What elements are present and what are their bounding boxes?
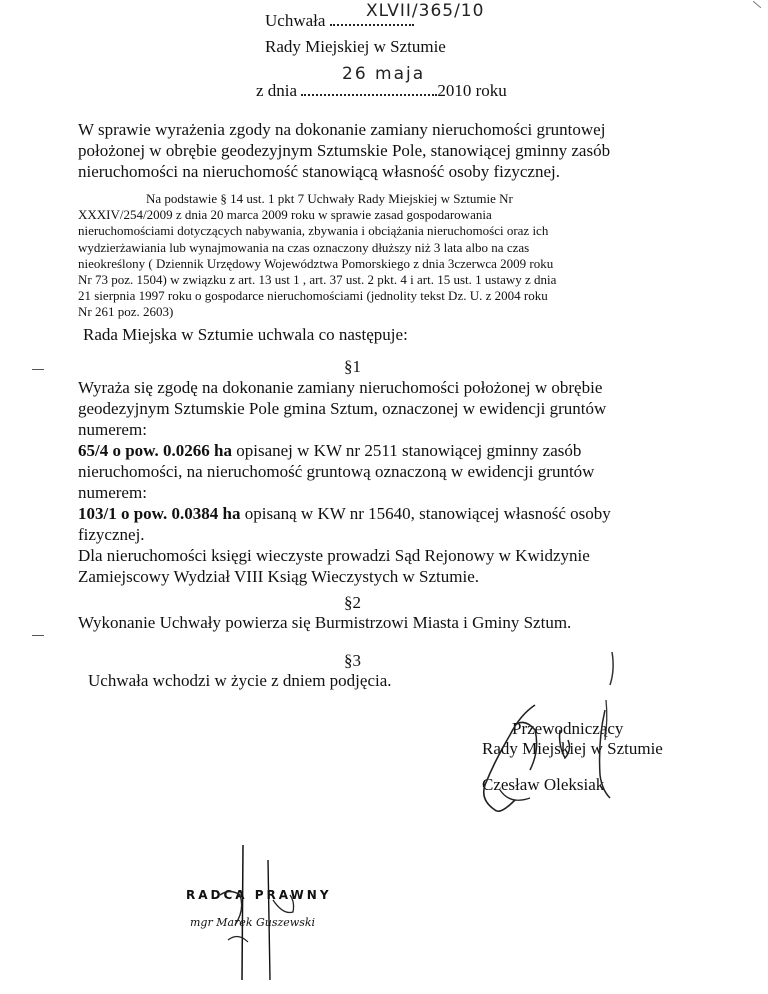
margin-mark	[32, 369, 44, 370]
section-3-text: Uchwała wchodzi w życie z dniem podjęcia.	[88, 671, 392, 690]
title-line: nieruchomości na nieruchomość stanowiącą własność osoby fizycznej.	[78, 162, 560, 181]
legal-advisor-signature-icon	[180, 840, 360, 980]
section-1-line: Wyraża się zgodę na dokonanie zamiany nieruchomości położonej w obrębie	[78, 378, 603, 397]
date-handwritten: 26 maja	[342, 64, 426, 84]
section-1-line: Dla nieruchomości księgi wieczyste prowadzi Sąd Rejonowy w Kwidzynie	[78, 546, 590, 565]
date-prefix: z dnia	[256, 81, 298, 100]
signature-title-1: Przewodniczący	[512, 719, 624, 738]
section-1-line: numerem:	[78, 483, 147, 502]
signature-name: Czesław Oleksiak	[482, 775, 605, 794]
section-3-heading: §3	[344, 651, 361, 670]
legal-basis-line: Na podstawie § 14 ust. 1 pkt 7 Uchwały Rady Miejskiej w Sztumie Nr	[146, 191, 513, 206]
legal-basis-line: nieruchomościami dotyczących nabywania, zbywania i obciążania nieruchomości oraz ich	[78, 223, 549, 239]
council-name: Rady Miejskiej w Sztumie	[265, 37, 446, 56]
signature-title-2: Rady Miejskiej w Sztumie	[482, 739, 663, 758]
section-1-heading: §1	[344, 357, 361, 376]
section-2-text: Wykonanie Uchwały powierza się Burmistrzowi Miasta i Gminy Sztum.	[78, 613, 572, 632]
section-1-line: numerem:	[78, 420, 147, 439]
date-year: 2010 roku	[437, 81, 507, 100]
resolution-label: Uchwała	[265, 11, 326, 30]
resolves-statement: Rada Miejska w Sztumie uchwala co następuje:	[83, 325, 408, 344]
parcel-2-line: 103/1 o pow. 0.0384 ha opisaną w KW nr 15640, stanowiącej własność osoby	[78, 504, 611, 523]
corner-mark	[753, 1, 761, 8]
stamp-line-2: mgr Marek Guszewski	[190, 916, 316, 929]
legal-basis-line: wydzierżawiania lub wynajmowania na czas oznaczony dłuższy niż 3 lata albo na czas	[78, 239, 530, 255]
legal-basis	[78, 191, 658, 321]
margin-mark	[32, 635, 44, 636]
title-line: W sprawie wyrażenia zgody na dokonanie zamiany nieruchomości gruntowej	[78, 120, 606, 139]
legal-basis-line: Nr 261 poz. 2603)	[78, 304, 174, 320]
parcel-2-id: 103/1 o pow. 0.0384 ha	[78, 504, 241, 523]
legal-basis-line: 21 sierpnia 1997 roku o gospodarce nieruchomościami (jednolity tekst Dz. U. z 2004 roku	[78, 288, 548, 304]
section-1-line: Zamiejscowy Wydział VIII Ksiąg Wieczystych w Sztumie.	[78, 567, 479, 586]
section-1-line: fizycznej.	[78, 525, 145, 544]
section-1-line: geodezyjnym Sztumskie Pole gmina Sztum, oznaczonej w ewidencji gruntów	[78, 399, 607, 418]
resolution-number-handwritten: XLVII/365/10	[366, 1, 485, 21]
legal-basis-line: Nr 73 poz. 1504) w związku z art. 13 ust 1 , art. 37 ust. 2 pkt. 4 i art. 15 ust. 1 ustawy z dnia	[78, 272, 557, 288]
chairman-signature-icon	[440, 640, 640, 820]
parcel-1-id: 65/4 o pow. 0.0266 ha	[78, 441, 232, 460]
section-1-line: nieruchomości, na nieruchomość gruntową oznaczoną w ewidencji gruntów	[78, 462, 595, 481]
legal-basis-line: nieokreślony ( Dziennik Urzędowy Województwa Pomorskiego z dnia 3czerwca 2009 roku	[78, 255, 554, 271]
stamp-line-1: RADCA PRAWNY	[186, 888, 332, 902]
section-1-body	[78, 377, 658, 587]
section-2-heading: §2	[344, 593, 361, 612]
legal-basis-line: XXXIV/254/2009 z dnia 20 marca 2009 roku w sprawie zasad gospodarowania	[78, 207, 492, 223]
parcel-1-line: 65/4 o pow. 0.0266 ha opisanej w KW nr 2511 stanowiącej gminny zasób	[78, 441, 582, 460]
document-title	[78, 119, 658, 182]
title-line: położonej w obrębie geodezyjnym Sztumskie Pole, stanowiącej gminny zasób	[78, 141, 611, 160]
